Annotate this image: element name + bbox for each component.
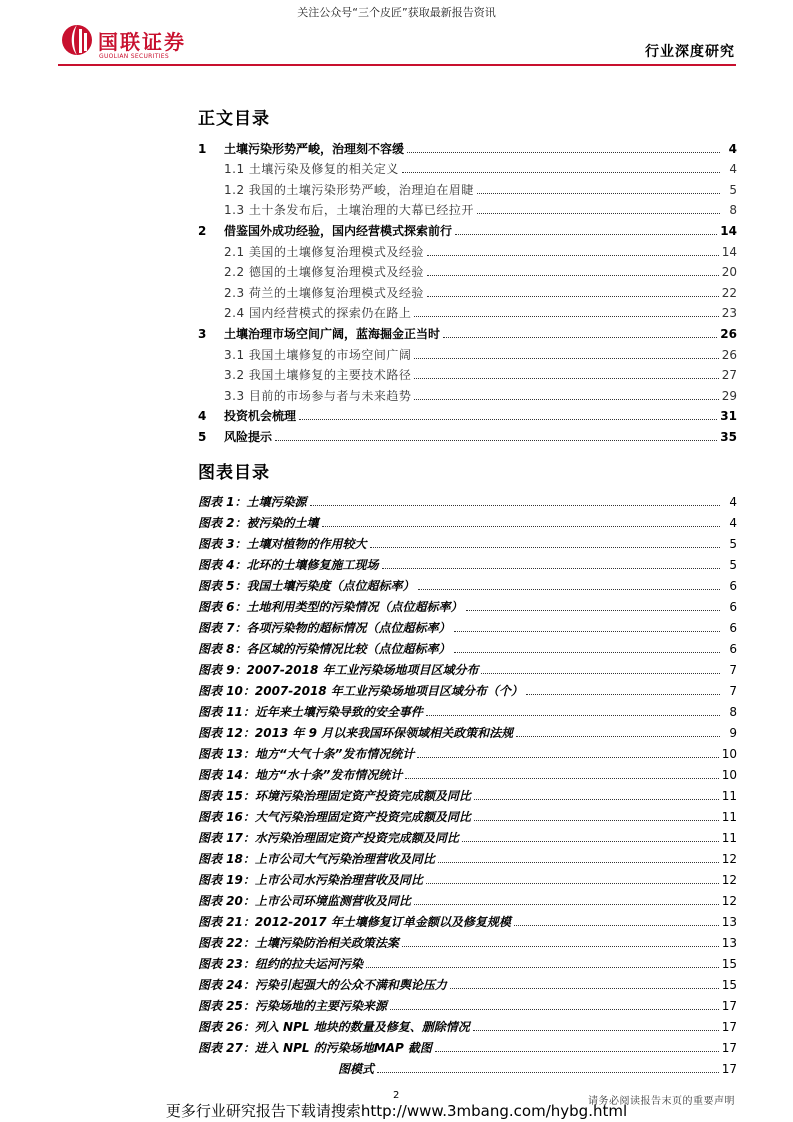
toc-entry[interactable]	[198, 403, 737, 424]
toc-entry-number: 2	[198, 223, 207, 238]
figure-entry[interactable]	[198, 992, 737, 1013]
figure-entry-title: 图表 10：2007-2018 年工业污染场地项目区域分布（个）	[198, 684, 523, 699]
figure-entry[interactable]	[198, 761, 737, 782]
toc-entry-title: 2.2 德国的土壤修复治理模式及经验	[224, 265, 424, 280]
toc-entry-page: 29	[721, 388, 737, 403]
figure-entry[interactable]	[198, 509, 737, 530]
figure-entry[interactable]	[198, 488, 737, 509]
toc-dot-leader	[275, 440, 717, 441]
toc-entry[interactable]	[198, 341, 737, 362]
toc-entry-title: 3.1 我国土壤修复的市场空间广阔	[224, 347, 412, 362]
toc-entry-title: 1.3 土十条发布后，土壤治理的大幕已经拉开	[224, 203, 474, 218]
toc-entry[interactable]	[198, 135, 737, 156]
figure-dot-leader	[322, 526, 720, 527]
logo-text-cn: 国联证券	[98, 30, 186, 54]
toc-dot-leader	[477, 213, 720, 214]
figure-entry[interactable]	[198, 572, 737, 593]
figure-entry-page: 17	[721, 1062, 737, 1077]
figure-entry[interactable]	[198, 719, 737, 740]
figure-entry[interactable]	[198, 950, 737, 971]
toc-entry-number: 4	[198, 409, 207, 424]
figure-entry-title: 图表 25：污染场地的主要污染来源	[198, 999, 387, 1014]
figure-entry-title: 图表 4：北环的土壤修复施工现场	[198, 558, 379, 573]
figure-entry-page: 5	[729, 537, 737, 552]
figure-dot-leader	[417, 757, 718, 758]
figure-entry-page: 9	[729, 726, 737, 741]
figure-entry[interactable]	[198, 1013, 737, 1034]
page-number: 2	[393, 1090, 400, 1101]
figure-dot-leader	[366, 967, 719, 968]
figure-entry-page: 12	[721, 873, 737, 888]
figure-entry-title: 图表 14：地方“水十条”发布情况统计	[198, 768, 403, 783]
figure-entry-page: 17	[721, 999, 737, 1014]
logo-emblem-icon	[60, 20, 94, 60]
figure-entry-page: 15	[721, 957, 737, 972]
toc-entry-page: 4	[728, 141, 737, 156]
toc-entry-page: 27	[721, 368, 737, 383]
figure-entry-title: 图模式	[338, 1062, 375, 1077]
toc-entry-page: 8	[729, 203, 737, 218]
figure-entry[interactable]	[198, 866, 737, 887]
figure-entry-title: 图表 22：土壤污染防治相关政策法案	[198, 936, 399, 951]
toc-dot-leader	[427, 296, 719, 297]
figure-entry-page: 17	[721, 1041, 737, 1056]
figure-entry-title: 图表 15：环境污染治理固定资产投资完成额及同比	[198, 789, 471, 804]
figure-entry-page: 10	[721, 768, 737, 783]
figure-entry[interactable]	[198, 551, 737, 572]
figure-dot-leader	[462, 841, 719, 842]
toc-dot-leader	[299, 419, 717, 420]
toc-dot-leader	[414, 399, 718, 400]
figure-entry-page: 7	[729, 684, 737, 699]
toc-dot-leader	[477, 193, 720, 194]
figure-dot-leader	[450, 988, 719, 989]
figure-entry-title: 图表 24：污染引起强大的公众不满和舆论压力	[198, 978, 447, 993]
figure-entry[interactable]	[198, 593, 737, 614]
figure-dot-leader	[405, 778, 718, 779]
figure-dot-leader	[435, 1051, 719, 1052]
figure-entry-title: 图表 5：我国土壤污染度（点位超标率）	[198, 579, 415, 594]
figure-entry-page: 12	[721, 852, 737, 867]
figure-entry[interactable]	[198, 614, 737, 635]
toc-dot-leader	[455, 234, 717, 235]
figure-entry-page: 6	[729, 642, 737, 657]
figure-dot-leader	[474, 820, 719, 821]
figure-entry[interactable]	[198, 803, 737, 824]
toc-entry[interactable]	[198, 362, 737, 383]
figure-entry-page: 13	[721, 936, 737, 951]
guolian-logo	[60, 20, 220, 60]
figure-entry-title: 图表 21：2012-2017 年土壤修复订单金额以及修复规模	[198, 915, 511, 930]
toc-entry-title: 3.2 我国土壤修复的主要技术路径	[224, 368, 412, 383]
figure-entry-title: 图表 26：列入 NPL 地块的数量及修复、删除情况	[198, 1020, 470, 1035]
figure-dot-leader	[454, 652, 720, 653]
figure-entry-title: 图表 13：地方“大气十条”发布情况统计	[198, 747, 415, 762]
figure-entry-page: 13	[721, 915, 737, 930]
figure-entry-title: 图表 3：土壤对植物的作用较大	[198, 537, 367, 552]
toc-entry-title: 2.1 美国的土壤修复治理模式及经验	[224, 244, 424, 259]
figure-dot-leader	[466, 610, 720, 611]
figure-entry-title: 图表 1：土壤污染源	[198, 495, 307, 510]
toc-entry-page: 35	[720, 429, 737, 444]
toc-entry[interactable]	[198, 176, 737, 197]
figure-dot-leader	[514, 925, 719, 926]
toc-entry[interactable]	[198, 279, 737, 300]
header-divider	[58, 64, 736, 66]
toc-dot-leader	[407, 152, 720, 153]
toc-entry[interactable]	[198, 259, 737, 280]
figure-entry-title: 图表 8：各区域的污染情况比较（点位超标率）	[198, 642, 451, 657]
figure-dot-leader	[473, 1030, 719, 1031]
figure-entry[interactable]	[198, 1055, 737, 1076]
figure-entry[interactable]	[198, 530, 737, 551]
toc-entry-title: 借鉴国外成功经验，国内经营模式探索前行	[224, 223, 453, 238]
figure-dot-leader	[382, 568, 720, 569]
toc-dot-leader	[414, 378, 718, 379]
figure-dot-leader	[438, 862, 719, 863]
figure-entry-title: 图表 27：进入 NPL 的污染场地MAP 截图	[198, 1041, 432, 1056]
toc-entry[interactable]	[198, 300, 737, 321]
toc-entry-page: 23	[721, 306, 737, 321]
figure-dot-leader	[414, 904, 719, 905]
figure-entry[interactable]	[198, 887, 737, 908]
toc-entry[interactable]	[198, 197, 737, 218]
figure-entry[interactable]	[198, 824, 737, 845]
toc-entry[interactable]	[198, 156, 737, 177]
figure-entry[interactable]	[198, 929, 737, 950]
toc-entry[interactable]	[198, 238, 737, 259]
toc-dot-leader	[414, 358, 718, 359]
toc-entry-title: 2.4 国内经营模式的探索仍在路上	[224, 306, 412, 321]
figure-entry-title: 图表 23：纽约的拉夫运河污染	[198, 957, 363, 972]
toc-entry-page: 20	[721, 265, 737, 280]
toc-dot-leader	[427, 275, 719, 276]
figure-entry-page: 6	[729, 579, 737, 594]
toc-entry-title: 2.3 荷兰的土壤修复治理模式及经验	[224, 285, 424, 300]
toc-entry-title: 土壤污染形势严峻，治理刻不容缓	[224, 141, 405, 156]
toc-entry-page: 4	[729, 162, 737, 177]
figure-entry-page: 8	[729, 705, 737, 720]
figure-dot-leader	[310, 505, 720, 506]
figure-entry-title: 图表 12：2013 年 9 月以来我国环保领域相关政策和法规	[198, 726, 514, 741]
figure-dot-leader	[402, 946, 719, 947]
toc-entry-page: 5	[729, 182, 737, 197]
figures-list	[198, 488, 737, 1076]
figure-entry-page: 12	[721, 894, 737, 909]
report-type-label: 行业深度研究	[645, 44, 735, 60]
toc-heading: 正文目录	[198, 109, 270, 129]
figures-heading: 图表目录	[198, 463, 270, 483]
figure-entry[interactable]	[198, 656, 737, 677]
figure-entry-page: 7	[729, 663, 737, 678]
figure-entry-title: 图表 9：2007-2018 年工业污染场地项目区域分布	[198, 663, 479, 678]
toc-entry[interactable]	[198, 423, 737, 444]
figure-entry[interactable]	[198, 782, 737, 803]
toc-entry-title: 1.2 我国的土壤污染形势严峻，治理迫在眉睫	[224, 182, 474, 197]
figure-entry-title: 图表 2：被污染的土壤	[198, 516, 319, 531]
figure-entry-page: 10	[721, 747, 737, 762]
toc-entry-number: 5	[198, 429, 207, 444]
figure-entry-title: 图表 18：上市公司大气污染治理营收及同比	[198, 852, 435, 867]
toc-dot-leader	[443, 337, 717, 338]
toc-entry-number: 3	[198, 326, 207, 341]
figure-entry-title: 图表 20：上市公司环境监测营收及同比	[198, 894, 411, 909]
toc-entry-page: 26	[721, 347, 737, 362]
figure-entry-page: 17	[721, 1020, 737, 1035]
figure-entry[interactable]	[198, 1034, 737, 1055]
figure-dot-leader	[390, 1009, 719, 1010]
toc-entry-title: 土壤治理市场空间广阔，蓝海掘金正当时	[224, 326, 441, 341]
toc-entry-title: 投资机会梳理	[224, 409, 297, 424]
figure-entry-page: 11	[721, 789, 737, 804]
toc-dot-leader	[414, 316, 718, 317]
figure-entry[interactable]	[198, 635, 737, 656]
toc-entry-title: 3.3 目前的市场参与者与未来趋势	[224, 388, 412, 403]
figure-entry[interactable]	[198, 698, 737, 719]
figure-dot-leader	[454, 631, 720, 632]
figure-dot-leader	[516, 736, 720, 737]
figure-entry[interactable]	[198, 677, 737, 698]
toc-entry-page: 22	[721, 285, 737, 300]
figure-entry-title: 图表 11：近年来土壤污染导致的安全事件	[198, 705, 423, 720]
figure-dot-leader	[426, 715, 720, 716]
top-promo-note: 关注公众号“三个皮匠”获取最新报告资讯	[297, 6, 496, 19]
figure-entry-page: 6	[729, 600, 737, 615]
footer-download-link[interactable]: 更多行业研究报告下载请搜索http://www.3mbang.com/hybg.html	[165, 1102, 628, 1120]
disclaimer: 请务必阅读报告末页的重要声明	[588, 1096, 735, 1107]
figure-entry-title: 图表 19：上市公司水污染治理营收及同比	[198, 873, 423, 888]
figure-entry-page: 11	[721, 831, 737, 846]
toc-entry-title: 1.1 土壤污染及修复的相关定义	[224, 162, 399, 177]
figure-dot-leader	[481, 673, 720, 674]
toc-entry-page: 14	[721, 244, 737, 259]
figure-entry-title: 图表 7：各项污染物的超标情况（点位超标率）	[198, 621, 451, 636]
figure-dot-leader	[370, 547, 720, 548]
figure-entry-page: 15	[721, 978, 737, 993]
figure-entry-page: 5	[729, 558, 737, 573]
figure-dot-leader	[418, 589, 720, 590]
figure-entry-page: 4	[729, 516, 737, 531]
toc-entry[interactable]	[198, 217, 737, 238]
toc-entry-page: 31	[720, 409, 737, 424]
figure-dot-leader	[526, 694, 720, 695]
toc-entry-title: 风险提示	[224, 429, 273, 444]
figure-entry-title: 图表 6：土地利用类型的污染情况（点位超标率）	[198, 600, 463, 615]
figure-entry[interactable]	[198, 845, 737, 866]
figure-entry-title: 图表 17：水污染治理固定资产投资完成额及同比	[198, 831, 459, 846]
figure-entry-title: 图表 16：大气污染治理固定资产投资完成额及同比	[198, 810, 471, 825]
toc-entry-page: 14	[720, 223, 737, 238]
figure-dot-leader	[426, 883, 719, 884]
toc-dot-leader	[402, 172, 720, 173]
figure-dot-leader	[377, 1072, 719, 1073]
toc-list	[198, 135, 737, 444]
toc-entry[interactable]	[198, 382, 737, 403]
logo-text-en: GUOLIAN SECURITIES	[99, 53, 169, 60]
toc-entry-number: 1	[198, 141, 207, 156]
figure-entry[interactable]	[198, 740, 737, 761]
figure-entry-page: 11	[721, 810, 737, 825]
figure-entry[interactable]	[198, 971, 737, 992]
figure-entry-page: 4	[729, 495, 737, 510]
figure-entry-page: 6	[729, 621, 737, 636]
figure-entry[interactable]	[198, 908, 737, 929]
figure-dot-leader	[474, 799, 719, 800]
toc-entry-page: 26	[720, 326, 737, 341]
toc-entry[interactable]	[198, 320, 737, 341]
toc-dot-leader	[427, 255, 719, 256]
